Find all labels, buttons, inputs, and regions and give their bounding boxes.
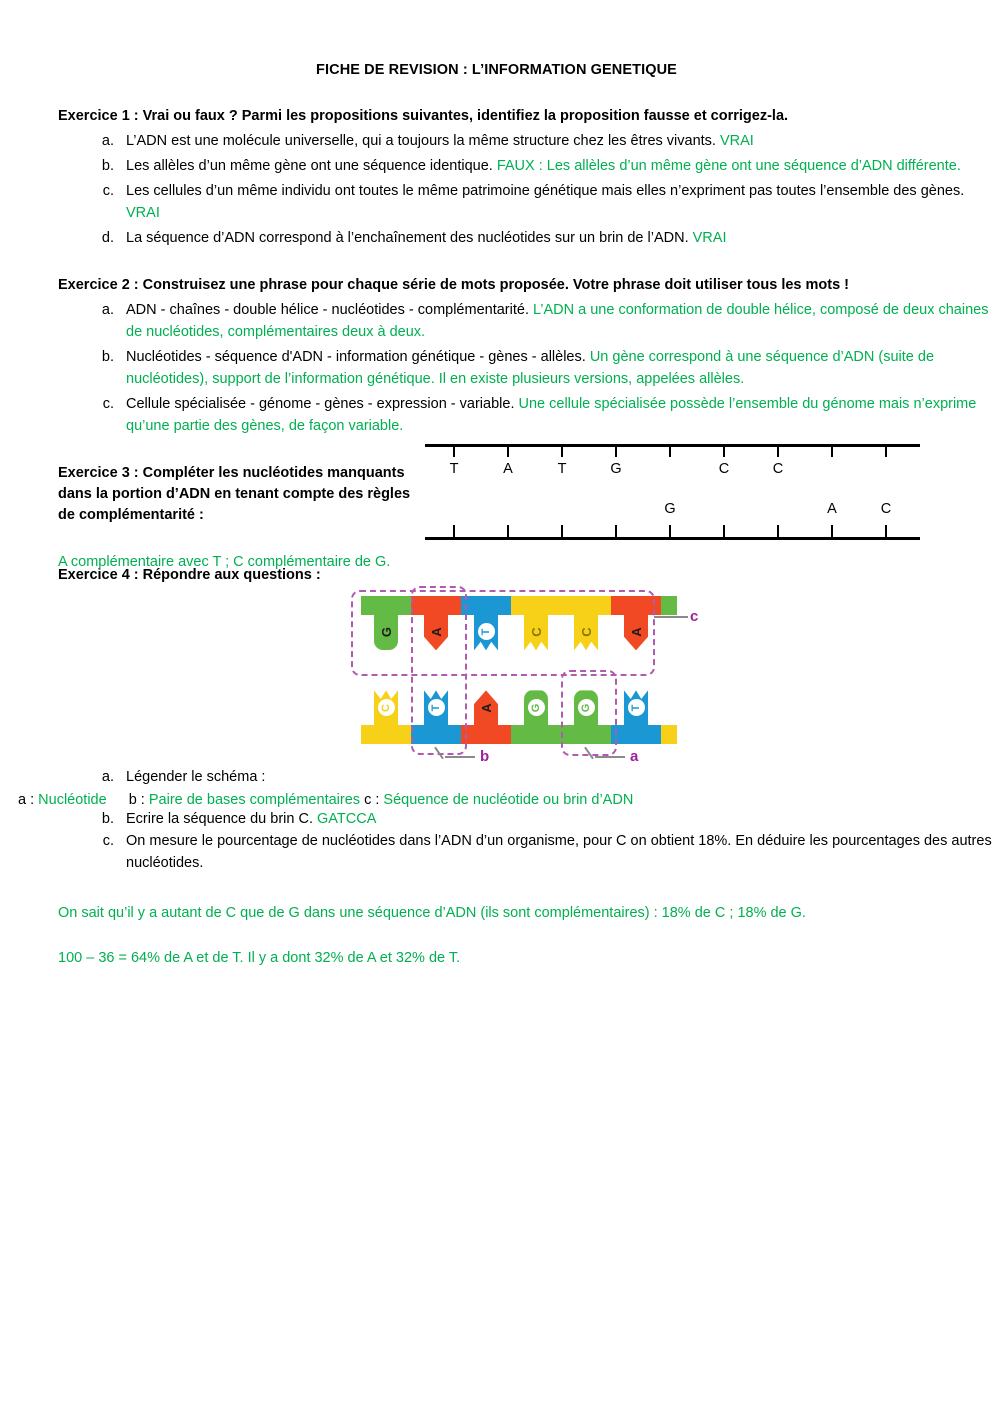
- figure-label-b: b: [480, 748, 490, 766]
- ruler-tick-bottom: [561, 525, 563, 537]
- exercise-3-answer: A complémentaire avec T ; C complémentaire de G.: [58, 554, 391, 571]
- ruler-tick-bottom: [615, 525, 617, 537]
- legend-a-prefix: a :: [18, 792, 39, 809]
- dna-bottom-strand: [361, 674, 671, 744]
- exercise-3-heading: Exercice 3 : Compléter les nucléotides manquants dans la portion d’ADN en tenant compte des règles de complémentarité :: [58, 465, 411, 524]
- ruler-tick-top: [561, 446, 563, 457]
- nucleotide-backbone: [411, 596, 461, 615]
- conclusion-line-1: On sait qu’il y a autant de C que de G dans une séquence d’ADN (ils sont complémentaires) : 18% de C ; 18% de G.: [58, 904, 806, 921]
- answer-text: VRAI: [692, 230, 727, 247]
- nucleotide-backbone: [461, 596, 511, 615]
- nucleotide-backbone: [611, 725, 661, 744]
- ruler-base-top: T: [557, 461, 567, 478]
- ruler-tick-top: [723, 446, 725, 457]
- nucleotide-base-letter: T: [418, 696, 454, 720]
- leader-line-c: [654, 616, 688, 618]
- leader-diagonal-b: [434, 747, 444, 760]
- nucleotide: [611, 596, 661, 666]
- exercise-4-list-continued: [0, 808, 993, 874]
- statement-text: La séquence d’ADN correspond à l’enchaînement des nucléotides sur un brin de l’ADN.: [126, 230, 689, 247]
- ruler-base-bottom: C: [880, 501, 892, 518]
- exercise-2-heading: Exercice 2 : Construisez une phrase pour chaque série de mots proposée. Votre phrase doit utiliser tous les mots !: [58, 277, 850, 294]
- nucleotide: [411, 596, 461, 666]
- exercise-3-text-column: [58, 437, 428, 574]
- leader-diagonal-a: [584, 747, 594, 760]
- ruler-tick-top: [453, 446, 455, 457]
- nucleotide-base-letter: T: [618, 696, 654, 720]
- nucleotide-base-letter: C: [368, 696, 404, 720]
- nucleotide: [561, 596, 611, 666]
- statement-text: L’ADN est une molécule universelle, qui a toujours la même structure chez les êtres vivants.: [126, 133, 716, 150]
- nucleotide-backbone: [461, 725, 511, 744]
- ruler-tick-bottom: [777, 525, 779, 537]
- list-item: [118, 346, 993, 390]
- answer-text: Une cellule spécialisée possède l’ensemble du génome mais n’exprime qu’une partie des gènes, de façon variable.: [126, 396, 977, 435]
- exercise-3-block: [0, 437, 993, 571]
- list-item: [118, 155, 993, 177]
- list-item: [118, 766, 993, 788]
- exercise-4-list: [0, 766, 993, 788]
- nucleotide-base-letter: C: [528, 627, 544, 638]
- figure-legend-answers: [18, 792, 993, 808]
- ruler-base-top: A: [503, 461, 513, 478]
- legend-c-prefix: c :: [364, 792, 384, 809]
- ruler-base-top: C: [772, 461, 784, 478]
- nucleotide-backbone: [561, 596, 611, 615]
- statement-text: Nucléotides - séquence d'ADN - information génétique - gènes - allèles.: [126, 349, 586, 366]
- ruler-tick-top: [615, 446, 617, 457]
- statement-text: Cellule spécialisée - génome - gènes - expression - variable.: [126, 396, 515, 413]
- nucleotide-base-letter: G: [568, 696, 604, 720]
- nucleotide: [361, 674, 411, 744]
- nucleotide-backbone: [361, 725, 411, 744]
- nucleotide-backbone: [611, 596, 661, 615]
- exercise-1-list: [0, 130, 993, 249]
- answer-text: VRAI: [126, 205, 160, 222]
- nucleotide-backbone: [411, 725, 461, 744]
- legend-b-value: Paire de bases complémentaires: [148, 792, 361, 809]
- ruler-tick-top: [831, 446, 833, 457]
- nucleotide: [611, 674, 661, 744]
- ruler-base-top: G: [610, 461, 622, 478]
- figure-label-a: a: [630, 748, 639, 766]
- ruler-tick-bottom: [669, 525, 671, 537]
- statement-text: Légender le schéma :: [126, 769, 266, 786]
- list-item: [118, 299, 993, 343]
- answer-text: Un gène correspond à une séquence d’ADN (suite de nucléotides), support de l’information génétique. Il en existe plusieurs versions, appelées allèles.: [126, 349, 935, 388]
- nucleotide-base-letter: A: [428, 627, 444, 638]
- strand-end-cap: [661, 596, 677, 615]
- ruler-tick-bottom: [723, 525, 725, 537]
- answer-text: FAUX : Les allèles d’un même gène ont une séquence d’ADN différente.: [496, 158, 961, 175]
- figure-label-c: c: [690, 608, 699, 626]
- dna-schematic-figure: [349, 588, 699, 766]
- list-item: [118, 227, 993, 249]
- legend-b-prefix: b :: [128, 792, 149, 809]
- dna-top-strand: [361, 596, 671, 666]
- exercise-2-list: [0, 299, 993, 437]
- dna-ruler-bottom-rail: [425, 537, 920, 540]
- nucleotide-backbone: [361, 596, 411, 615]
- ruler-tick-bottom: [885, 525, 887, 537]
- nucleotide-base-letter: G: [378, 627, 394, 638]
- ruler-tick-bottom: [453, 525, 455, 537]
- answer-text: VRAI: [719, 133, 754, 150]
- list-item: [118, 808, 993, 830]
- conclusion-line-2: 100 – 36 = 64% de A et de T. Il y a dont 32% de A et 32% de T.: [58, 950, 461, 967]
- ruler-tick-bottom: [507, 525, 509, 537]
- list-item: [118, 130, 993, 152]
- ruler-tick-bottom: [831, 525, 833, 537]
- leader-line-a: [595, 756, 625, 758]
- legend-a-value: Nucléotide: [38, 792, 107, 809]
- nucleotide: [411, 674, 461, 744]
- dna-ruler-top-rail: [425, 444, 920, 447]
- nucleotide: [511, 596, 561, 666]
- nucleotide-base-letter: G: [518, 696, 554, 720]
- list-item: [118, 180, 993, 224]
- exercise-4-heading: Exercice 4 : Répondre aux questions :: [58, 567, 321, 584]
- nucleotide: [461, 674, 511, 744]
- statement-text: Les cellules d’un même individu ont toutes le même patrimoine génétique mais elles n’expriment pas toutes l’ensemble des gènes.: [126, 183, 965, 200]
- statement-text: ADN - chaînes - double hélice - nucléotides - complémentarité.: [126, 302, 529, 319]
- ruler-tick-top: [669, 446, 671, 457]
- page-title: FICHE DE REVISION : L’INFORMATION GENETIQUE: [316, 62, 677, 78]
- nucleotide: [461, 596, 511, 666]
- exercise-1-heading: Exercice 1 : Vrai ou faux ? Parmi les propositions suivantes, identifiez la proposition fausse et corrigez-la.: [58, 108, 789, 124]
- ruler-tick-top: [777, 446, 779, 457]
- nucleotide: [561, 674, 611, 744]
- statement-text: Ecrire la séquence du brin C.: [126, 811, 313, 828]
- nucleotide-base-letter: A: [628, 627, 644, 638]
- ruler-tick-top: [507, 446, 509, 457]
- leader-line-b: [445, 756, 475, 758]
- ruler-base-top: T: [449, 461, 459, 478]
- dna-ruler-diagram: [425, 444, 920, 549]
- nucleotide: [361, 596, 411, 666]
- nucleotide-backbone: [511, 725, 561, 744]
- statement-text: On mesure le pourcentage de nucléotides dans l’ADN d’un organisme, pour C on obtient 18%. En déduire les pourcentages des autres nucléotides.: [126, 833, 992, 872]
- answer-text: GATCCA: [317, 811, 377, 828]
- nucleotide: [511, 674, 561, 744]
- nucleotide-backbone: [511, 596, 561, 615]
- list-item: [118, 830, 993, 874]
- ruler-base-bottom: A: [827, 501, 837, 518]
- statement-text: Les allèles d’un même gène ont une séquence identique.: [126, 158, 493, 175]
- ruler-base-top: C: [718, 461, 730, 478]
- legend-c-value: Séquence de nucléotide ou brin d’ADN: [383, 792, 634, 809]
- ruler-base-bottom: G: [664, 501, 676, 518]
- nucleotide-base-letter: T: [468, 620, 504, 644]
- nucleotide-base-letter: A: [478, 703, 494, 714]
- ruler-tick-top: [885, 446, 887, 457]
- list-item: [118, 393, 993, 437]
- nucleotide-backbone: [561, 725, 611, 744]
- nucleotide-base-letter: C: [578, 627, 594, 638]
- strand-end-cap: [661, 725, 677, 744]
- answer-text: L’ADN a une conformation de double hélice, composé de deux chaines de nucléotides, complémentaires deux à deux.: [126, 302, 989, 341]
